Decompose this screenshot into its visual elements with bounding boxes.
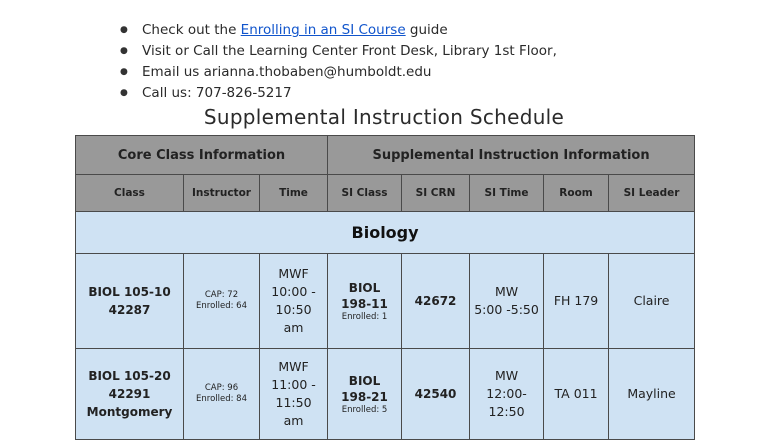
si-enrolled-count: Enrolled: 1 [341, 311, 388, 322]
col-header-time: Time [260, 175, 328, 212]
si-leader: Claire [633, 293, 670, 308]
enrolling-guide-link[interactable]: Enrolling in an SI Course [240, 22, 406, 38]
cell-instructor [184, 349, 260, 440]
si-info-header: Supplemental Instruction Information [328, 136, 695, 175]
cell-class [76, 349, 184, 440]
bullet-phone: ● Call us: 707-826-5217 [120, 83, 557, 104]
col-header-class: Class [76, 175, 184, 212]
class-days: MWF [278, 266, 309, 281]
class-time-start: 10:00 - [271, 284, 316, 299]
section-biology: Biology [76, 212, 695, 254]
class-crn: 42287 [108, 303, 151, 317]
info-bullet-list [120, 20, 557, 104]
cap-count: CAP: 96 [204, 383, 239, 393]
cell-instructor [184, 254, 260, 349]
si-class-subject: BIOL [348, 373, 381, 388]
bullet-guide-suffix: guide [405, 22, 448, 38]
si-class-section: 198-21 [341, 389, 388, 404]
col-header-si-class: SI Class [328, 175, 402, 212]
cell-si-leader [609, 254, 695, 349]
si-schedule-table [75, 135, 695, 440]
col-header-si-leader: SI Leader [609, 175, 695, 212]
si-time-end: 12:50 [488, 404, 525, 419]
enrolled-count: Enrolled: 64 [196, 301, 247, 311]
cell-si-class [328, 349, 402, 440]
class-time-period: am [283, 413, 304, 428]
col-header-room: Room [544, 175, 609, 212]
class-time-period: am [283, 320, 304, 335]
cell-si-time [470, 254, 544, 349]
bullet-email: ● Email us arianna.thobaben@humboldt.edu [120, 62, 557, 83]
si-time-start: 12:00- [486, 386, 527, 401]
room: TA 011 [554, 386, 598, 401]
cell-room [544, 349, 609, 440]
table-row [76, 254, 695, 349]
si-crn: 42672 [414, 294, 457, 308]
cell-time [260, 254, 328, 349]
si-days: MW [494, 368, 519, 383]
col-header-si-time: SI Time [470, 175, 544, 212]
core-class-info-header: Core Class Information [76, 136, 328, 175]
col-header-instructor: Instructor [184, 175, 260, 212]
si-crn: 42540 [414, 387, 457, 401]
si-leader: Mayline [627, 386, 676, 401]
si-class-subject: BIOL [348, 280, 381, 295]
cap-count: CAP: 72 [204, 290, 239, 300]
schedule-title: Supplemental Instruction Schedule [203, 105, 565, 129]
cell-si-leader [609, 349, 695, 440]
room: FH 179 [553, 293, 599, 308]
class-crn: 42291 [108, 387, 151, 401]
class-time-end: 10:50 [275, 302, 312, 317]
cell-si-crn [402, 349, 470, 440]
si-enrolled-count: Enrolled: 5 [341, 404, 388, 415]
bullet-guide-prefix: Check out the [142, 22, 241, 38]
class-days: MWF [278, 359, 309, 374]
class-time-start: 11:00 - [271, 377, 316, 392]
class-instructor-name: Montgomery [86, 405, 173, 419]
bullet-front-desk: ● Visit or Call the Learning Center Front Desk, Library 1st Floor, [120, 41, 557, 62]
cell-time [260, 349, 328, 440]
col-header-si-crn: SI CRN [402, 175, 470, 212]
cell-class [76, 254, 184, 349]
cell-si-crn [402, 254, 470, 349]
cell-si-time [470, 349, 544, 440]
si-time-range: 5:00 -5:50 [474, 302, 539, 317]
table-row [76, 349, 695, 440]
cell-room [544, 254, 609, 349]
si-days: MW [494, 284, 519, 299]
class-code: BIOL 105-10 [88, 285, 171, 299]
class-time-end: 11:50 [275, 395, 312, 410]
bullet-guide [120, 20, 557, 41]
enrolled-count: Enrolled: 84 [196, 394, 247, 404]
cell-si-class [328, 254, 402, 349]
si-class-section: 198-11 [341, 296, 388, 311]
class-code: BIOL 105-20 [88, 369, 171, 383]
